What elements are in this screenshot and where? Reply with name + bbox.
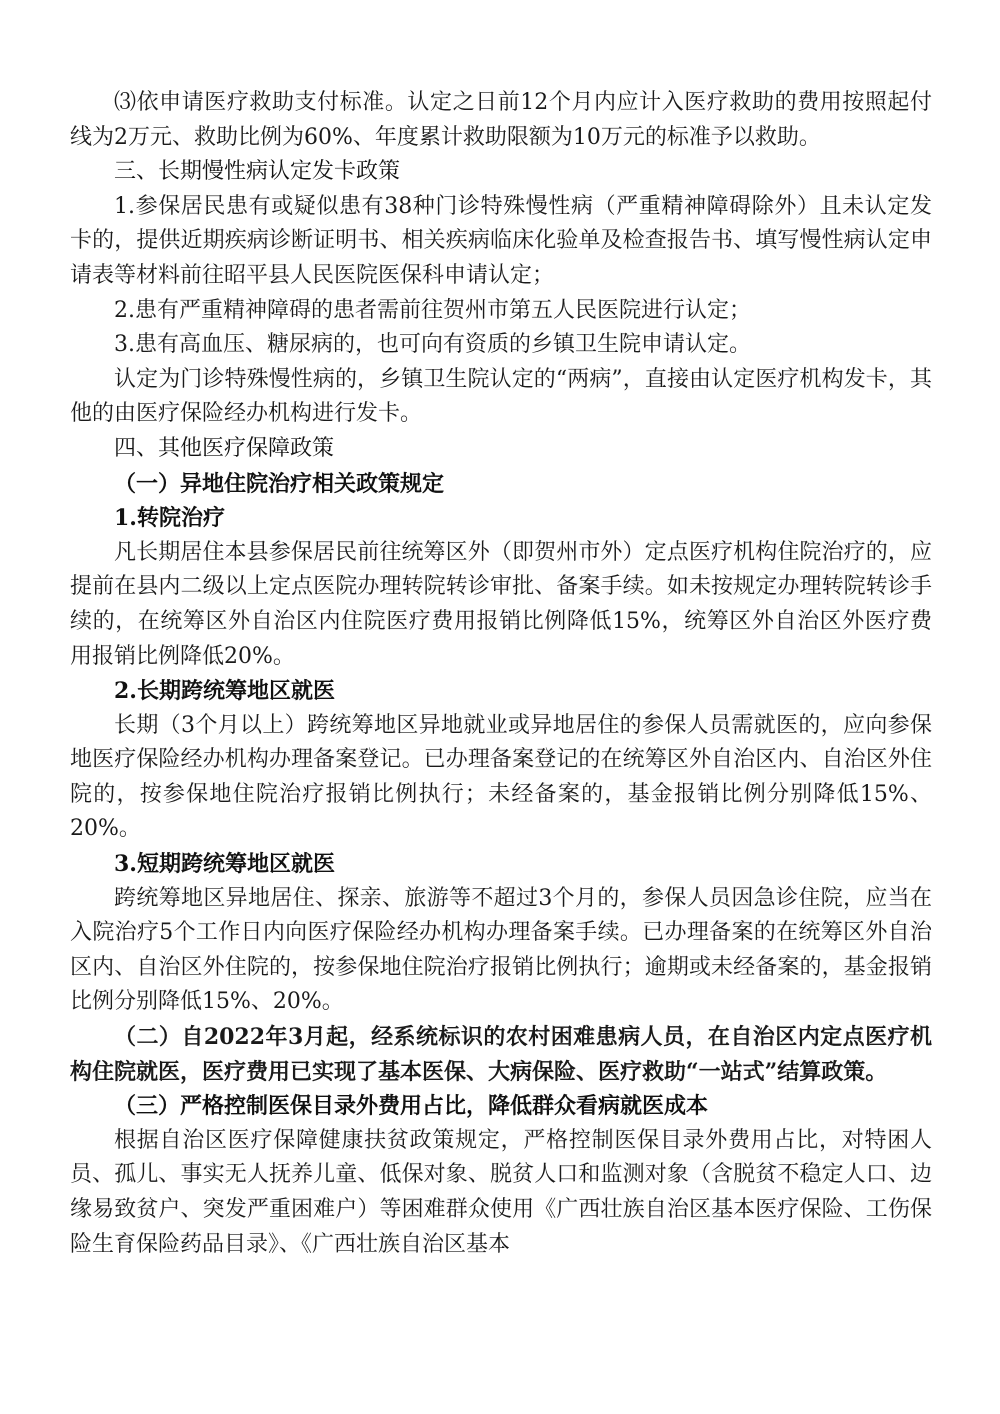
- paragraph-chronic-card-issue: 认定为门诊特殊慢性病的，乡镇卫生院认定的“两病”，直接由认定医疗机构发卡，其他的由医疗保险经办机构进行发卡。: [70, 366, 932, 427]
- document-body: [70, 86, 932, 1262]
- paragraph-chronic-item-3: 3.患有高血压、糖尿病的，也可向有资质的乡镇卫生院申请认定。: [114, 332, 751, 358]
- paragraph-cost-control: 根据自治区医疗保障健康扶贫政策规定，严格控制医保目录外费用占比，对特困人员、孤儿、事实无人抚养儿童、低保对象、脱贫人口和监测对象（含脱贫不稳定人口、边缘易致贫户、突发严重困难户）等困难群众使用《广西壮族自治区基本医疗保险、工伤保险生育保险药品目录》、《广西壮族自治区基本: [70, 1127, 932, 1257]
- heading-other-policies: 四、其他医疗保障政策: [114, 435, 335, 461]
- subheading-remote-hospital: （一）异地住院治疗相关政策规定: [114, 470, 445, 497]
- subheading-transfer: 1.转院治疗: [114, 505, 225, 532]
- paragraph-transfer: 凡长期居住本县参保居民前往统筹区外（即贺州市外）定点医疗机构住院治疗的，应提前在县内二级以上定点医院办理转院转诊审批、备案手续。如未按规定办理转院转诊手续的，在统筹区外自治区内住院医疗费用报销比例降低15%，统筹区外自治区外医疗费用报销比例降低20%。: [70, 539, 932, 669]
- paragraph-payment-standard: ⑶依申请医疗救助支付标准。认定之日前12个月内应计入医疗救助的费用按照起付线为2万元、救助比例为60%、年度累计救助限额为10万元的标准予以救助。: [70, 90, 932, 150]
- paragraph-one-stop-settlement: （二）自2022年3月起，经系统标识的农村困难患病人员，在自治区内定点医疗机构住院就医，医疗费用已实现了基本医保、大病保险、医疗救助“一站式”结算政策。: [70, 1024, 932, 1085]
- paragraph-long-term-remote: 长期（3个月以上）跨统筹地区异地就业或异地居住的参保人员需就医的，应向参保地医疗保险经办机构办理备案登记。已办理备案登记的在统筹区外自治区内、自治区外住院的，按参保地住院治疗报销比例执行；未经备案的，基金报销比例分别降低15%、20%。: [70, 712, 932, 842]
- heading-chronic-disease-policy: 三、长期慢性病认定发卡政策: [114, 159, 401, 185]
- paragraph-short-term-remote: 跨统筹地区异地居住、探亲、旅游等不超过3个月的，参保人员因急诊住院，应当在入院治疗5个工作日内向医疗保险经办机构办理备案手续。已办理备案的在统筹区外自治区内、自治区外住院的，按参保地住院治疗报销比例执行；逾期或未经备案的，基金报销比例分别降低15%、20%。: [70, 885, 932, 1015]
- subheading-long-term-remote: 2.长期跨统筹地区就医: [114, 678, 335, 705]
- subheading-cost-control: （三）严格控制医保目录外费用占比，降低群众看病就医成本: [114, 1093, 709, 1120]
- subheading-short-term-remote: 3.短期跨统筹地区就医: [114, 851, 335, 878]
- paragraph-chronic-item-2: 2.患有严重精神障碍的患者需前往贺州市第五人民医院进行认定；: [114, 297, 751, 323]
- paragraph-chronic-item-1: 1.参保居民患有或疑似患有38种门诊特殊慢性病（严重精神障碍除外）且未认定发卡的，提供近期疾病诊断证明书、相关疾病临床化验单及检查报告书、填写慢性病认定申请表等材料前往昭平县人民医院医保科申请认定；: [70, 193, 932, 288]
